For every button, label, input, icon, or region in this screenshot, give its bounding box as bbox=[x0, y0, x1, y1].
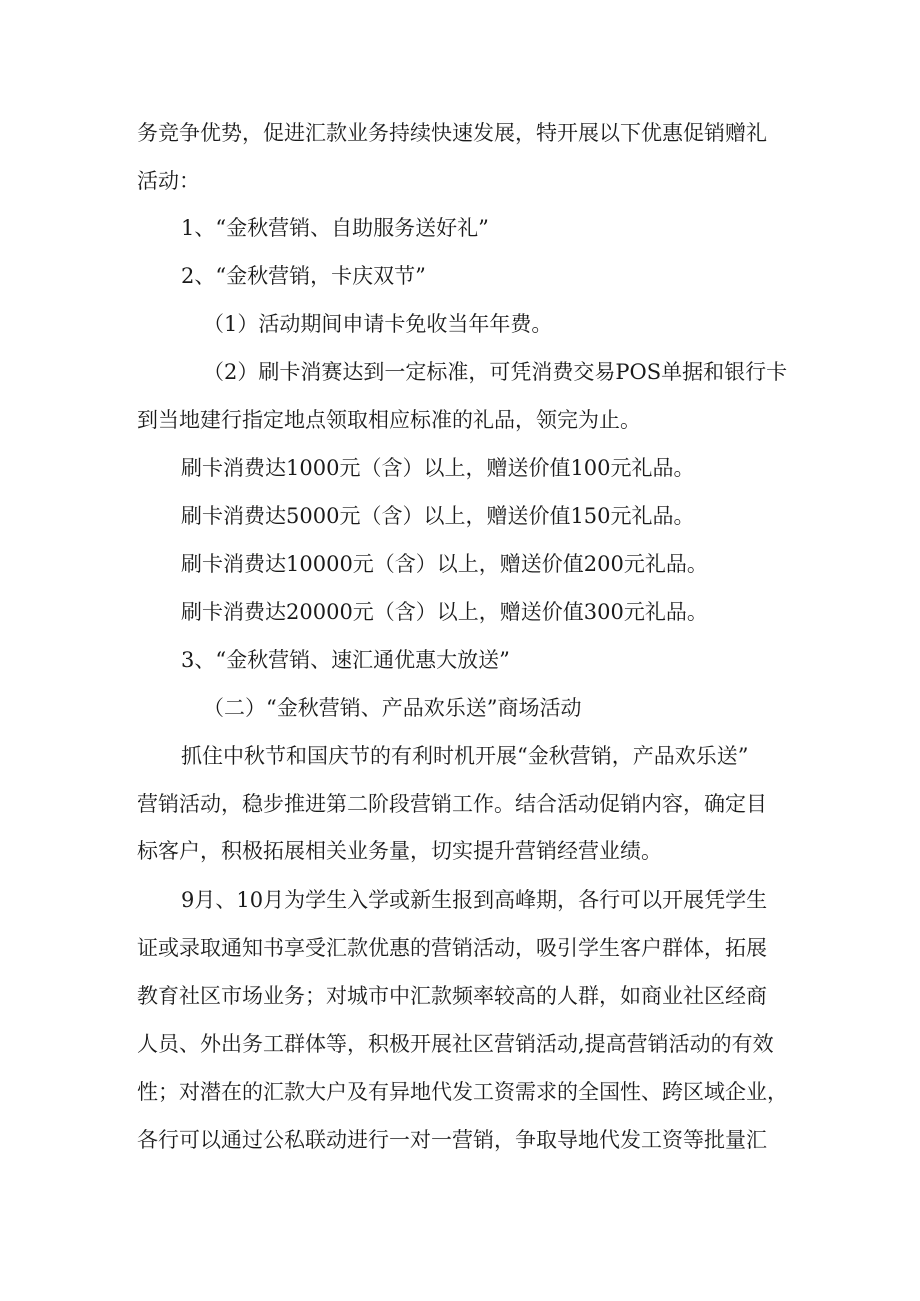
section-heading: （二）“金秋营销、产品欢乐送”商场活动 bbox=[203, 696, 582, 720]
text-line: 到当地建行指定地点领取相应标准的礼品，领完为止。 bbox=[137, 408, 641, 432]
list-item: 2、“金秋营销，卡庆双节” bbox=[181, 264, 426, 288]
text-line: 抓住中秋节和国庆节的有利时机开展“金秋营销，产品欢乐送” bbox=[181, 744, 749, 768]
text-line: 营销活动，稳步推进第二阶段营销工作。结合活动促销内容，确定目 bbox=[137, 792, 767, 816]
reward-tier: 刷卡消费达5000元（含）以上，赠送价值150元礼品。 bbox=[181, 504, 695, 528]
text-line: 9月、10月为学生入学或新生报到高峰期，各行可以开展凭学生 bbox=[181, 888, 768, 912]
list-item: 1、“金秋营销、自助服务送好礼” bbox=[181, 216, 489, 240]
text-line: 教育社区市场业务；对城市中汇款频率较高的人群，如商业社区经商 bbox=[137, 984, 767, 1008]
sub-list-item: （2）刷卡消赛达到一定标准，可凭消费交易POS单据和银行卡 bbox=[203, 360, 788, 384]
reward-tier: 刷卡消费达1000元（含）以上，赠送价值100元礼品。 bbox=[181, 456, 695, 480]
reward-tier: 刷卡消费达10000元（含）以上，赠送价值200元礼品。 bbox=[181, 552, 708, 576]
text-line: 性；对潜在的汇款大户及有异地代发工资需求的全国性、跨区域企业， bbox=[137, 1080, 788, 1104]
reward-tier: 刷卡消费达20000元（含）以上，赠送价值300元礼品。 bbox=[181, 600, 708, 624]
text-line: 证或录取通知书享受汇款优惠的营销活动，吸引学生客户群体，拓展 bbox=[137, 936, 767, 960]
text-line: 标客户，积极拓展相关业务量，切实提升营销经营业绩。 bbox=[137, 839, 662, 863]
text-line: 务竞争优势，促进汇款业务持续快速发展，特开展以下优惠促销赠礼 bbox=[137, 121, 767, 145]
text-line: 活动： bbox=[137, 169, 200, 193]
text-line: 人员、外出务工群体等，积极开展社区营销活动,提高营销活动的有效 bbox=[137, 1032, 774, 1056]
list-item: 3、“金秋营销、速汇通优惠大放送” bbox=[181, 648, 510, 672]
text-line: 各行可以通过公私联动进行一对一营销，争取导地代发工资等批量汇 bbox=[137, 1128, 767, 1152]
sub-list-item: （1）活动期间申请卡免收当年年费。 bbox=[203, 312, 553, 336]
